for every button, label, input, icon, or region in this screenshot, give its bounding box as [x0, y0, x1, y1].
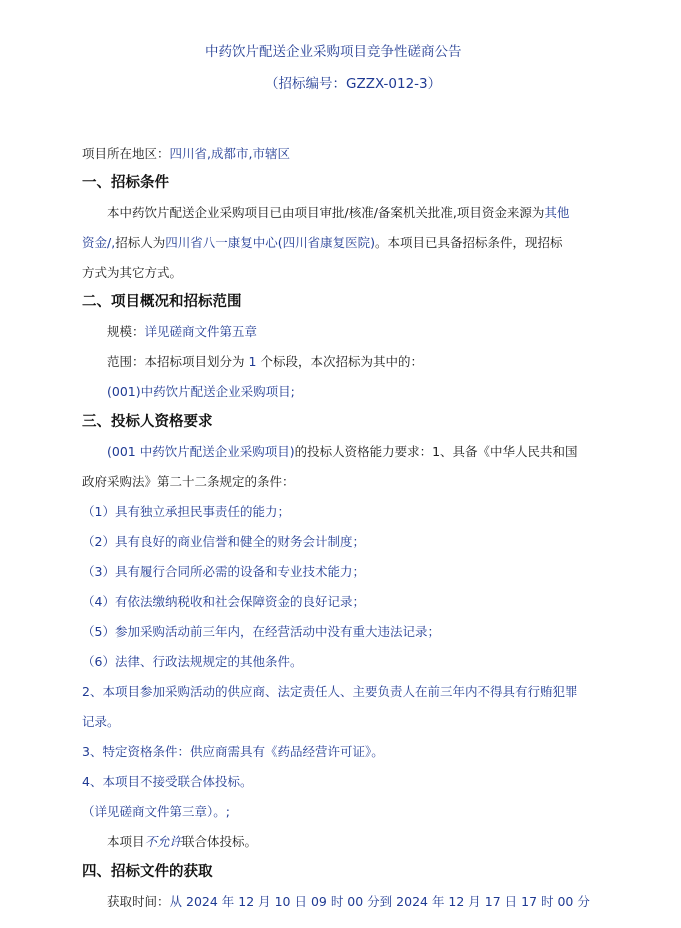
scope-text-a: 范围：本招标项目划分为	[107, 354, 245, 369]
section-heading-2: 二、项目概况和招标范围	[82, 294, 242, 310]
sec1-text-b: 招标人为	[115, 235, 166, 250]
requirement-2-line2: 记录。	[82, 714, 120, 729]
tender-number: （招标编号：GZZX-012-3）	[265, 76, 442, 92]
requirement-item: （1）具有独立承担民事责任的能力；	[82, 504, 290, 519]
section-heading-3: 三、投标人资格要求	[82, 414, 213, 430]
requirement-item: （2）具有良好的商业信誉和健全的财务会计制度；	[82, 534, 365, 549]
sec3-line1	[107, 444, 578, 460]
lot-reference: (001 中药饮片配送企业采购项目)	[107, 444, 295, 459]
requirement-item: （5）参加采购活动前三年内，在经营活动中没有重大违法记录；	[82, 624, 440, 639]
joint-bid-line	[107, 834, 257, 850]
fund-source: 其他	[544, 205, 570, 220]
location-value: 四川省,成都市,市辖区	[169, 146, 290, 161]
section-heading-4: 四、招标文件的获取	[82, 864, 213, 880]
sec1-text-a: 本中药饮片配送企业采购项目已由项目审批/核准/备案机关批准,项目资金来源为	[107, 205, 545, 220]
joint-bid-status: 不允许	[144, 834, 183, 849]
sec3-line2: 政府采购法》第二十二条规定的条件：	[82, 474, 295, 489]
scale-label: 规模：	[107, 324, 145, 339]
requirement-4: 4、本项目不接受联合体投标。	[82, 774, 253, 789]
fund-source-tail: 资金/,	[82, 235, 116, 250]
sec3-text-a: 的投标人资格能力要求：1、具备《中华人民共和国	[294, 444, 578, 459]
scale-line	[107, 324, 257, 340]
obtain-time-line	[107, 894, 590, 910]
tenderer-name: 四川省八一康复中心(四川省康复医院)	[165, 235, 375, 250]
joint-text-a: 本项目	[107, 834, 145, 849]
scope-line	[107, 354, 423, 370]
sec1-line3: 方式为其它方式。	[82, 265, 183, 280]
scale-value: 详见磋商文件第五章	[144, 324, 258, 339]
lot-count: 1	[248, 354, 257, 369]
location-label: 项目所在地区：	[82, 146, 170, 161]
requirement-item: （3）具有履行合同所必需的设备和专业技术能力；	[82, 564, 365, 579]
requirement-item: （4）有依法缴纳税收和社会保障资金的良好记录；	[82, 594, 365, 609]
document-title: 中药饮片配送企业采购项目竞争性磋商公告	[205, 44, 462, 60]
sec1-line1	[107, 205, 569, 221]
sec1-line2	[82, 235, 562, 251]
requirement-3: 3、特定资格条件：供应商需具有《药品经营许可证》。	[82, 744, 384, 759]
lot-item: (001)中药饮片配送企业采购项目;	[107, 384, 295, 399]
requirement-2-line1: 2、本项目参加采购活动的供应商、法定责任人、主要负责人在前三年内不得具有行贿犯罪	[82, 684, 578, 699]
project-location	[82, 146, 290, 162]
obtain-time-label: 获取时间：	[107, 894, 170, 909]
requirement-note: （详见磋商文件第三章）。;	[82, 804, 230, 819]
joint-text-b: 联合体投标。	[182, 834, 258, 849]
scope-text-b: 个标段，本次招标为其中的：	[260, 354, 423, 369]
requirement-item: （6）法律、行政法规规定的其他条件。	[82, 654, 303, 669]
section-heading-1: 一、招标条件	[82, 175, 169, 191]
sec1-text-c: 。本项目已具备招标条件，现招标	[374, 235, 563, 250]
obtain-time-value: 从 2024 年 12 月 10 日 09 时 00 分到 2024 年 12 月 17 日 17 时 00 分	[169, 894, 590, 909]
